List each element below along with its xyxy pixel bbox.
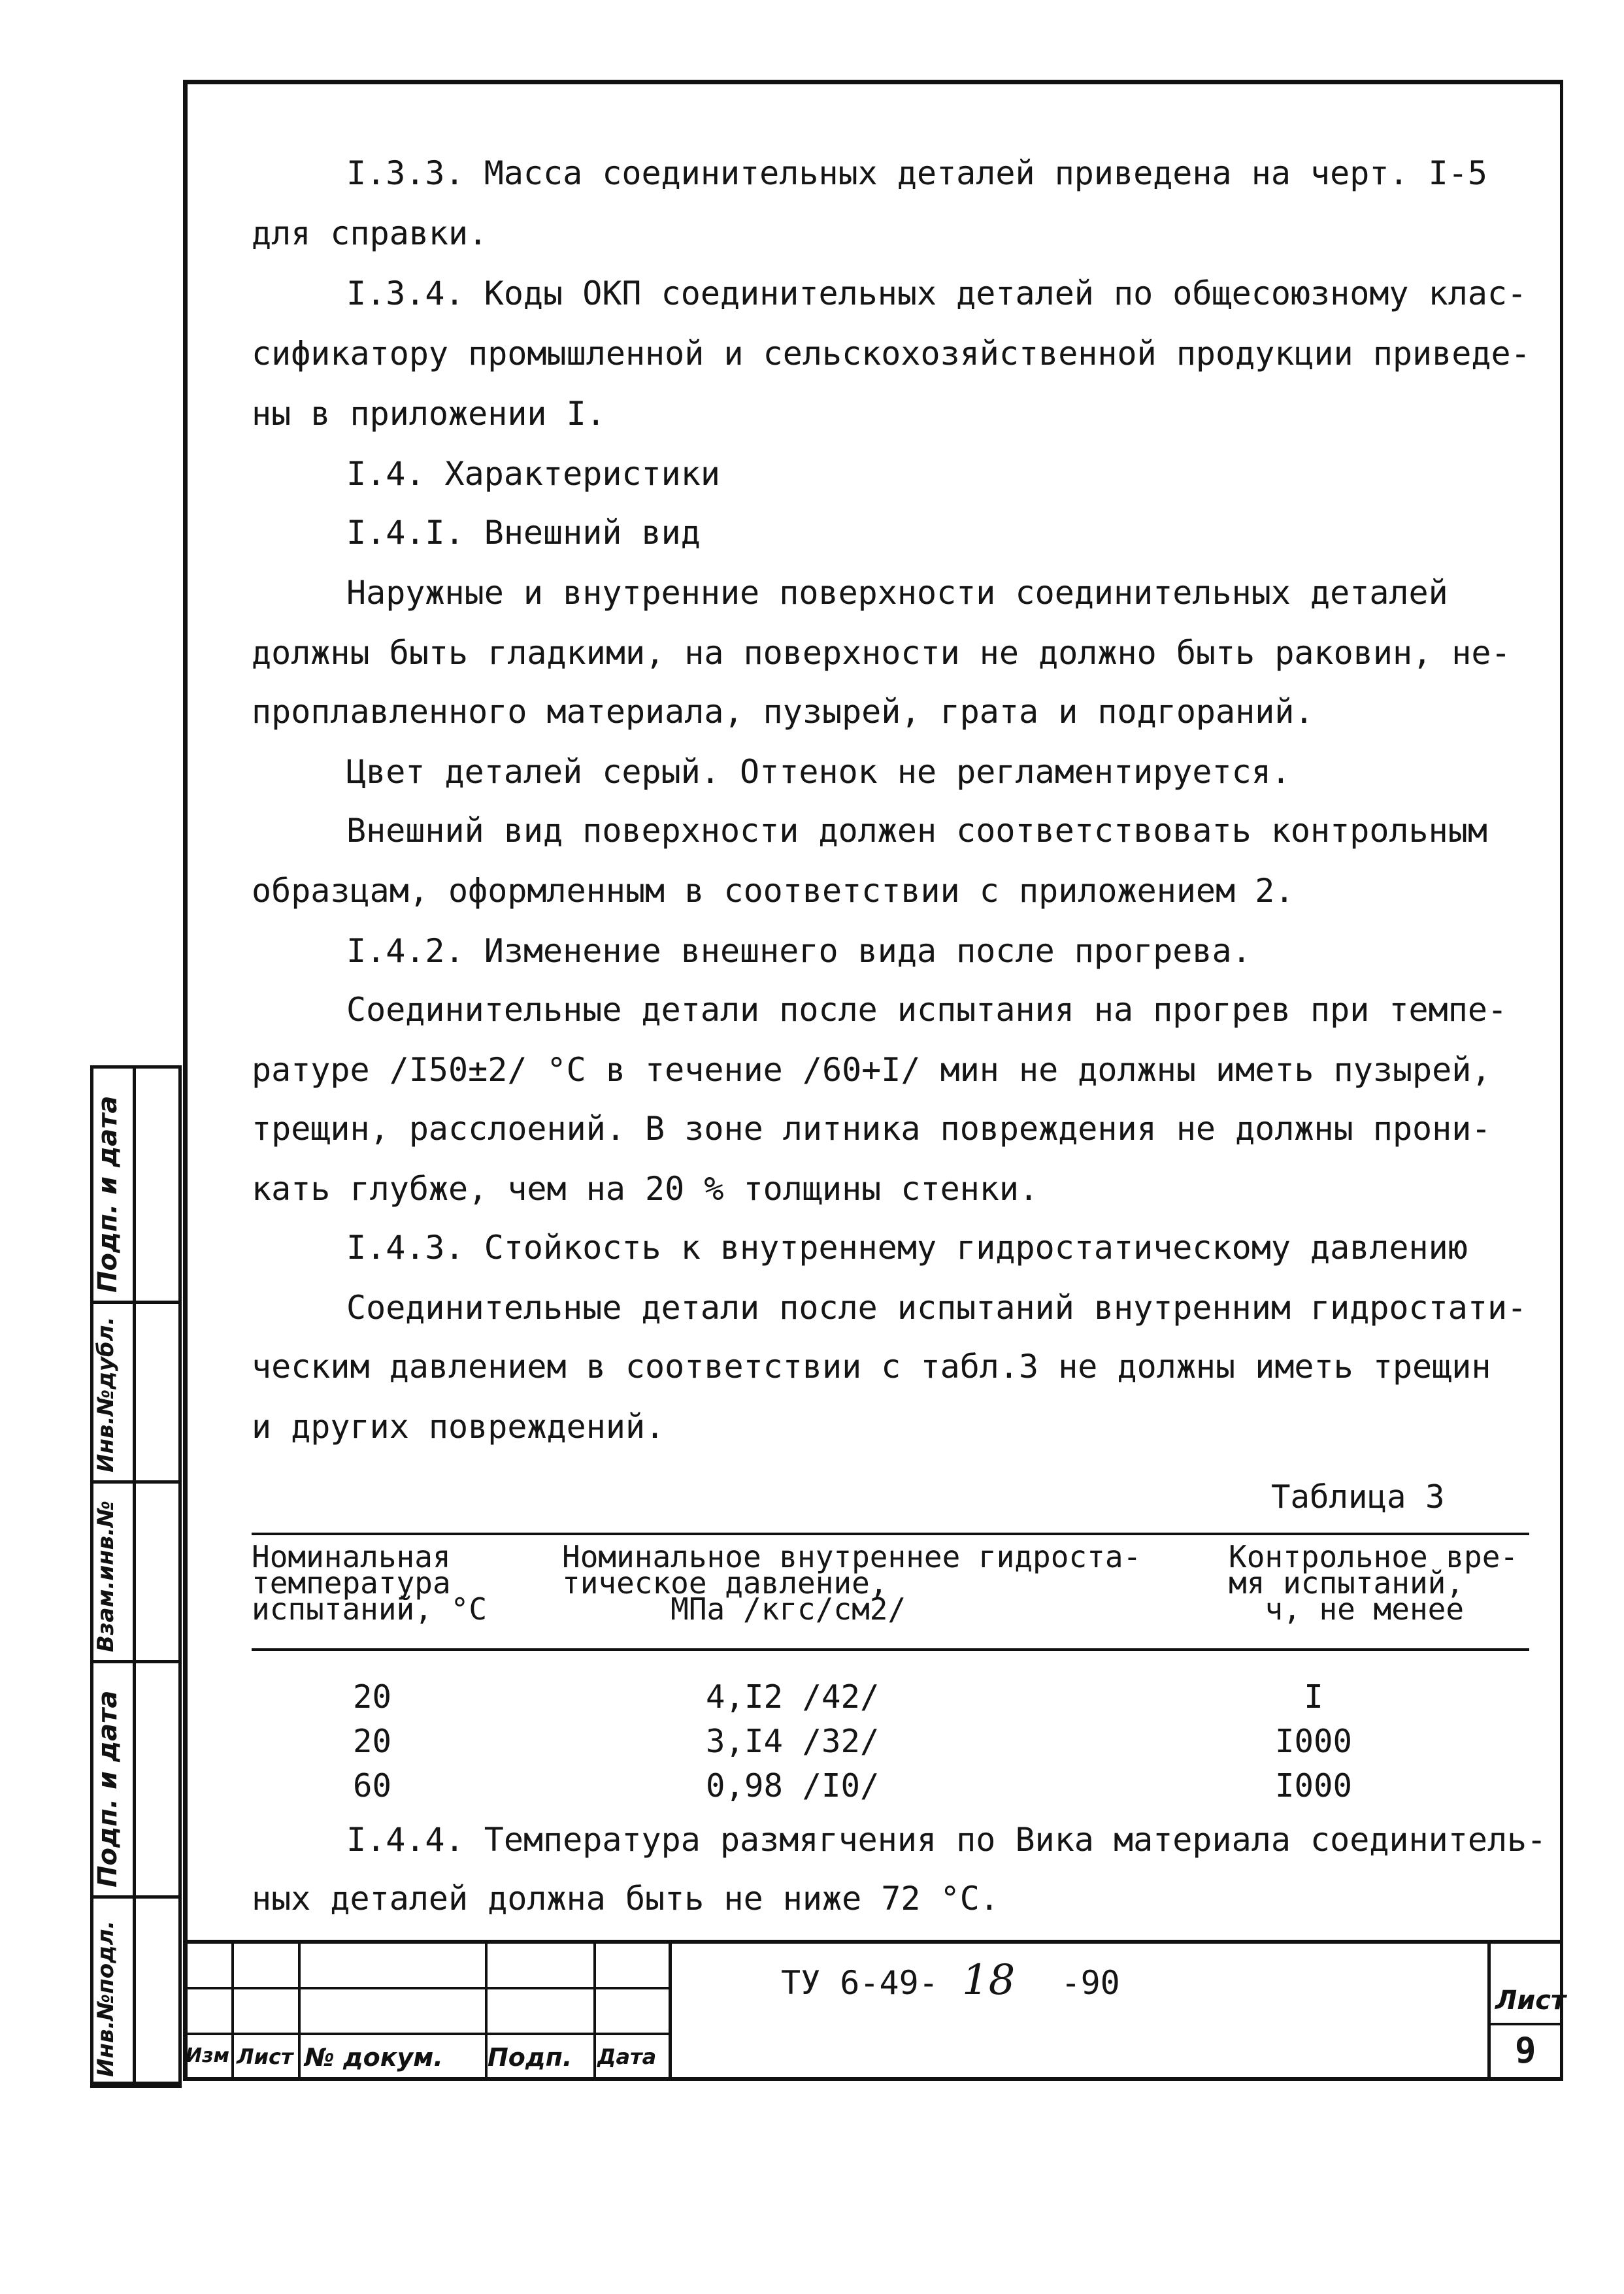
title-block-sheet-line (1489, 2023, 1563, 2025)
text-line: кать глубже, чем на 20 % толщины стенки. (252, 1170, 1039, 1208)
text-line: Внешний вид поверхности должен соответствовать контрольным (346, 812, 1487, 850)
side-stamp-label: Инв.№подл. (93, 1920, 119, 2077)
text-line: I.4.2. Изменение внешнего вида после прогрева. (346, 932, 1251, 970)
side-stamp-divider (90, 1480, 182, 1484)
document-designation (781, 1956, 1120, 2004)
title-block-col-data (669, 1940, 672, 2078)
text-line: ных деталей должна быть не ниже 72 °С. (252, 1880, 999, 1918)
side-stamp-divider (90, 1895, 182, 1899)
text-line: I.4.I. Внешний вид (346, 514, 701, 552)
text-line: и других повреждений. (252, 1408, 665, 1446)
title-block-label-data: Дата (597, 2044, 657, 2069)
side-stamp-divider (90, 1301, 182, 1304)
table-header-pressure: Номинальное внутреннее гидроста- тическое давление, МПа /кгс/см2/ (562, 1539, 1142, 1627)
title-block-row-line-1 (183, 1987, 670, 1989)
title-block-col-sheet (1487, 1940, 1491, 2078)
title-block-label-list: Лист (237, 2044, 293, 2069)
document-designation-handwritten-number: 18 (961, 1956, 1016, 2004)
text-line: сификатору промышленной и сельскохозяйственной продукции приведе- (252, 335, 1531, 373)
table-cell: 20 (353, 1723, 392, 1760)
title-block-label-podp: Подп. (488, 2043, 572, 2072)
table-cell: 0,98 /I0/ (706, 1767, 880, 1804)
table-header-temperature: Номинальная температура испытаний, °С (252, 1539, 488, 1627)
table-caption: Таблица 3 (1271, 1478, 1445, 1516)
sheet-number: 9 (1515, 2030, 1536, 2071)
table-header-rule (252, 1648, 1529, 1651)
text-line: I.4.4. Температура размягчения по Вика материала соединитель- (346, 1821, 1547, 1859)
table-cell: I (1304, 1678, 1323, 1716)
text-line: Соединительные детали после испытаний внутренним гидростати- (346, 1289, 1527, 1327)
table-cell: I000 (1274, 1723, 1352, 1760)
text-line: I.3.3. Масса соединительных деталей приведена на черт. I-5 (346, 154, 1487, 192)
text-line: образцам, оформленным в соответствии с приложением 2. (252, 872, 1295, 910)
document-designation-suffix: -90 (1041, 1964, 1120, 2002)
title-block-col-izm (231, 1940, 234, 2078)
title-block-top-line (183, 1940, 1563, 1944)
side-stamp-divider (90, 1660, 182, 1663)
side-stamp-label: Взам.инв.№ (93, 1501, 119, 1652)
sheet-label: Лист (1495, 1986, 1566, 2016)
text-line: трещин, расслоений. В зоне литника повреждения не должны прони- (252, 1110, 1491, 1148)
table-cell: 20 (353, 1678, 392, 1716)
text-line: ческим давлением в соответствии с табл.3 не должны иметь трещин (252, 1348, 1491, 1386)
side-stamp-label: Подп. и дата (93, 1095, 123, 1293)
table-cell: 4,I2 /42/ (706, 1678, 880, 1716)
table-top-rule (252, 1533, 1529, 1535)
table-header-time: Контрольное вре- мя испытаний, ч, не менее (1229, 1539, 1519, 1627)
text-line: I.4. Характеристики (346, 455, 720, 493)
table-cell: 3,I4 /32/ (706, 1723, 880, 1760)
table-cell: I000 (1274, 1767, 1352, 1804)
title-block-col-podp (593, 1940, 596, 2078)
title-block-col-list (298, 1940, 301, 2078)
title-block-row-line-2 (183, 2033, 670, 2035)
side-stamp-inner-column (133, 1069, 136, 2082)
text-line: должны быть гладкими, на поверхности не должно быть раковин, не- (252, 634, 1511, 672)
title-block-label-doc: № докум. (305, 2043, 443, 2072)
text-line: проплавленного материала, пузырей, грата и подгораний. (252, 693, 1314, 731)
side-stamp-divider (90, 2085, 182, 2088)
side-stamp-label: Подп. и дата (93, 1690, 123, 1887)
text-line: Наружные и внутренние поверхности соединительных деталей (346, 574, 1448, 612)
text-line: I.3.4. Коды ОКП соединительных деталей по общесоюзному клас- (346, 274, 1527, 312)
text-line: I.4.3. Стойкость к внутреннему гидростатическому давлению (346, 1229, 1468, 1267)
table-cell: 60 (353, 1767, 392, 1804)
text-line: для справки. (252, 214, 488, 252)
frame-bottom-rule (183, 2077, 1563, 2081)
text-line: ратуре /I50±2/ °С в течение /60+I/ мин не должны иметь пузырей, (252, 1051, 1491, 1089)
text-line: Цвет деталей серый. Оттенок не регламентируется. (346, 753, 1291, 791)
side-stamp-label: Инв.№дубл. (93, 1316, 119, 1472)
document-designation-prefix: ТУ 6-49- (781, 1964, 958, 2002)
title-block-label-izm: Изм (186, 2044, 230, 2067)
text-line: ны в приложении I. (252, 395, 606, 433)
text-line: Соединительные детали после испытания на прогрев при темпе- (346, 991, 1508, 1029)
